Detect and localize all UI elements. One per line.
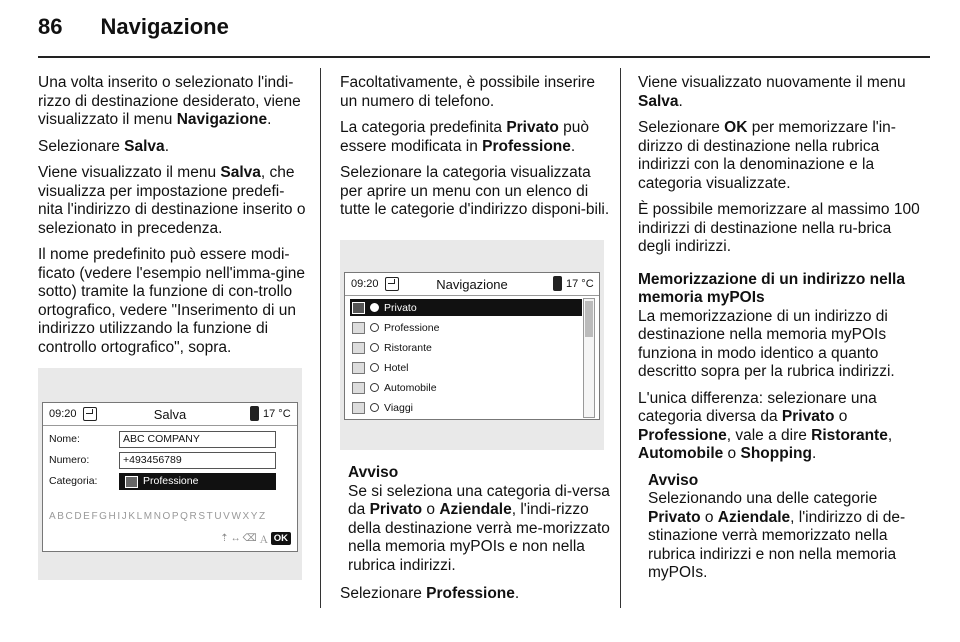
spell-controls bbox=[220, 531, 291, 546]
ok-button[interactable]: OK bbox=[271, 532, 291, 545]
category-item-automobile[interactable]: Automobile bbox=[350, 379, 582, 396]
category-screen bbox=[344, 272, 600, 420]
nav-status-bar bbox=[345, 273, 599, 296]
category-item-privato[interactable]: Privato bbox=[350, 299, 582, 316]
category-icon bbox=[352, 402, 365, 414]
number-field[interactable]: +493456789 bbox=[119, 452, 276, 469]
header-rule bbox=[38, 56, 930, 58]
category-field[interactable] bbox=[119, 473, 276, 490]
salva-screen-title: Salva bbox=[153, 407, 187, 422]
clock-time: 09:20 bbox=[49, 408, 77, 420]
radio-icon bbox=[370, 343, 379, 352]
figure-category-screen bbox=[340, 240, 604, 450]
column-divider-1 bbox=[320, 68, 321, 608]
category-icon bbox=[352, 342, 365, 354]
col2-paragraph-4: Selezionare Professione. bbox=[340, 585, 520, 602]
column-2 bbox=[340, 74, 610, 228]
category-item-professione[interactable]: Professione bbox=[350, 319, 582, 336]
page-number: 86 bbox=[38, 14, 63, 39]
column-divider-2 bbox=[620, 68, 621, 608]
radio-selected-icon bbox=[370, 303, 379, 312]
backspace-icon[interactable]: ⌫ bbox=[242, 533, 257, 544]
category-value: Professione bbox=[143, 475, 199, 487]
notice-title: Avviso bbox=[648, 471, 699, 489]
category-icon bbox=[352, 302, 365, 314]
col1-paragraph-1: Una volta inserito o selezionato l'indi-rizzo di destinazione desiderato, viene visualizzato il menu Navigazione. bbox=[38, 74, 301, 128]
salva-screen bbox=[42, 402, 298, 552]
radio-icon bbox=[370, 323, 379, 332]
col3-paragraph-5: L'unica differenza: selezionare una categoria diversa da Privato o Professione, vale a dire Ristorante, Automobile o Shopping. bbox=[638, 389, 893, 462]
notice-box-2 bbox=[648, 472, 928, 583]
page-title: Navigazione bbox=[100, 14, 229, 39]
category-label: Categoria: bbox=[49, 475, 98, 487]
col1-paragraph-4: Il nome predefinito può essere modi-ficato (vedere l'esempio nell'imma-gine sotto) tramite la funzione di con-trollo ortografico, vedere "Inserimento di un indirizzo utilizzando la funzione di controllo ortografico", sopra. bbox=[38, 246, 305, 356]
col3-paragraph-1: Viene visualizzato nuovamente il menu Salva. bbox=[638, 74, 906, 110]
category-scrollbar[interactable] bbox=[583, 298, 595, 418]
radio-icon bbox=[370, 383, 379, 392]
category-icon bbox=[352, 362, 365, 374]
notice-text: Se si seleziona una categoria di-versa da Privato o Aziendale, l'indi-rizzo della destinazione verrà me-morizzato nella memoria myPOIs e non nella rubrica indirizzi. bbox=[348, 482, 610, 574]
notice-title: Avviso bbox=[348, 464, 399, 481]
notice-text: Selezionando una delle categorie Privato o Aziendale, l'indirizzo di de-stinazione verrà memorizzato nella rubrica indirizzi e non nella memoria myPOIs. bbox=[648, 490, 906, 581]
col2-paragraph-1: Facoltativamente, è possibile inserire un numero di telefono. bbox=[340, 74, 596, 110]
temperature: 17 °C bbox=[566, 278, 594, 290]
col3-paragraph-3: È possibile memorizzare al massimo 100 indirizzi di destinazione nella ru-brica degli indirizzi. bbox=[638, 201, 920, 255]
category-icon bbox=[352, 382, 365, 394]
category-item-viaggi[interactable]: Viaggi bbox=[350, 399, 582, 416]
column-2-lower bbox=[340, 464, 610, 612]
section-title: Memorizzazione di un indirizzo nella memoria myPOIs bbox=[638, 270, 905, 306]
spell-alphabet[interactable]: ABCDEFGHIJKLMNOPQRSTUVWXYZ bbox=[49, 511, 267, 522]
scrollbar-thumb[interactable] bbox=[585, 301, 593, 337]
thermometer-icon bbox=[553, 276, 562, 291]
name-field[interactable]: ABC COMPANY bbox=[119, 431, 276, 448]
col2-paragraph-3: Selezionare la categoria visualizzata per aprire un menu con un elenco di tutte le categorie d'indirizzo disponi-bili. bbox=[340, 164, 610, 218]
temperature: 17 °C bbox=[263, 408, 291, 420]
thermometer-icon bbox=[250, 406, 259, 421]
notice-box-1 bbox=[348, 464, 610, 575]
radio-icon bbox=[370, 403, 379, 412]
col2-paragraph-2: La categoria predefinita Privato può essere modificata in Professione. bbox=[340, 119, 590, 155]
col3-paragraph-2: Selezionare OK per memorizzare l'in-dirizzo di destinazione nella rubrica indirizzi con la denominazione e la categoria visualizzate. bbox=[638, 119, 896, 192]
col1-paragraph-3: Viene visualizzato il menu Salva, che visualizza per impostazione predefi-nita l'indirizzo di destinazione inserito o selezionato in precedenza. bbox=[38, 164, 306, 237]
salva-status-bar bbox=[43, 403, 297, 426]
category-item-ristorante[interactable]: Ristorante bbox=[350, 339, 582, 356]
column-3 bbox=[638, 74, 928, 593]
category-icon bbox=[352, 322, 365, 334]
col1-paragraph-2: Selezionare Salva. bbox=[38, 137, 169, 155]
arrow-left-right-icon[interactable]: ↔ bbox=[230, 533, 241, 544]
name-label: Nome: bbox=[49, 433, 80, 445]
category-item-hotel[interactable]: Hotel bbox=[350, 359, 582, 376]
radio-icon bbox=[370, 363, 379, 372]
nav-screen-title: Navigazione bbox=[436, 277, 508, 292]
col3-paragraph-4: La memorizzazione di un indirizzo di destinazione nella memoria myPOIs funziona in modo identico a quanto descritto sopra per la rubrica indirizzi. bbox=[638, 307, 895, 380]
clock-time: 09:20 bbox=[351, 278, 379, 290]
arrow-up-icon[interactable]: ⇡ bbox=[220, 533, 229, 544]
page-header bbox=[38, 14, 229, 48]
figure-salva-screen bbox=[38, 368, 302, 580]
column-1 bbox=[38, 74, 308, 365]
number-label: Numero: bbox=[49, 454, 90, 466]
keyboard-icon[interactable]: Ａ bbox=[258, 535, 269, 546]
category-icon bbox=[125, 476, 138, 488]
